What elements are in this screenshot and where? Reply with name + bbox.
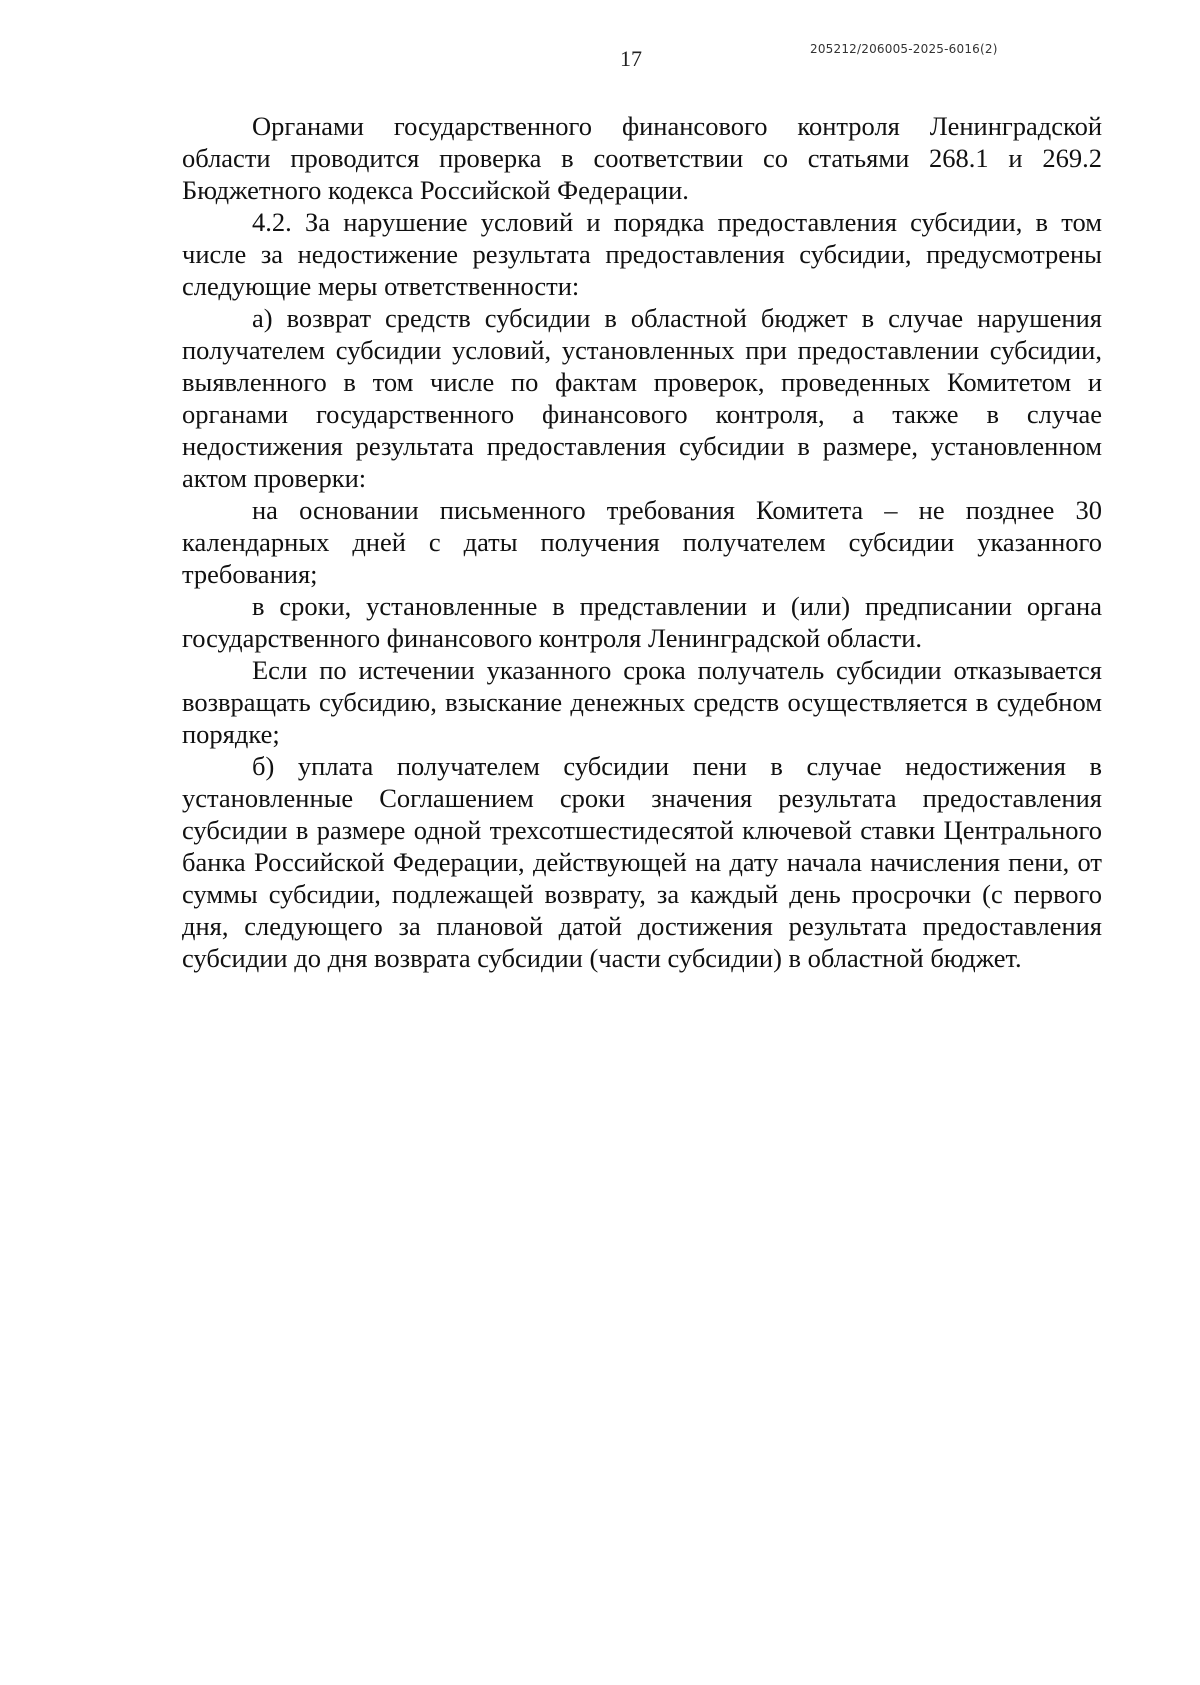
paragraph-b-penalty: б) уплата получателем субсидии пени в случае недостижения в установленные Соглашением сроки значения результата предоставления субсидии в размере одной трехсотшестидесятой ключевой ставки Центрального банка Российской Федерации, действующей на дату начала начисления пени, от суммы субсидии, подлежащей возврату, за каждый день просрочки (с первого дня, следующего за плановой датой достижения результата предоставления субсидии до дня возврата субсидии (части субсидии) в областной бюджет. [182,751,1102,973]
paragraph-written-request: на основании письменного требования Комитета – не позднее 30 календарных дней с даты получения получателем субсидии указанного требования; [182,495,1102,589]
paragraph-control-authority: Органами государственного финансового контроля Ленинградской области проводится проверка в соответствии со статьями 268.1 и 269.2 Бюджетного кодекса Российской Федерации. [182,111,1102,205]
document-body [182,110,1102,974]
paragraph-4-2-liability: 4.2. За нарушение условий и порядка предоставления субсидии, в том числе за недостижение результата предоставления субсидии, предусмотрены следующие меры ответственности: [182,207,1102,301]
page-number: 17 [620,46,642,71]
document-id: 205212/206005-2025-6016(2) [810,42,998,56]
paragraph-deadlines: в сроки, установленные в представлении и (или) предписании органа государственного финансового контроля Ленинградской области. [182,591,1102,653]
paragraph-a-refund: а) возврат средств субсидии в областной бюджет в случае нарушения получателем субсидии условий, установленных при предоставлении субсидии, выявленного в том числе по фактам проверок, проведенных Комитетом и органами государственного финансового контроля, а также в случае недостижения результата предоставления субсидии в размере, установленном актом проверки: [182,303,1102,493]
paragraph-court-recovery: Если по истечении указанного срока получатель субсидии отказывается возвращать субсидию, взыскание денежных средств осуществляется в судебном порядке; [182,655,1102,749]
